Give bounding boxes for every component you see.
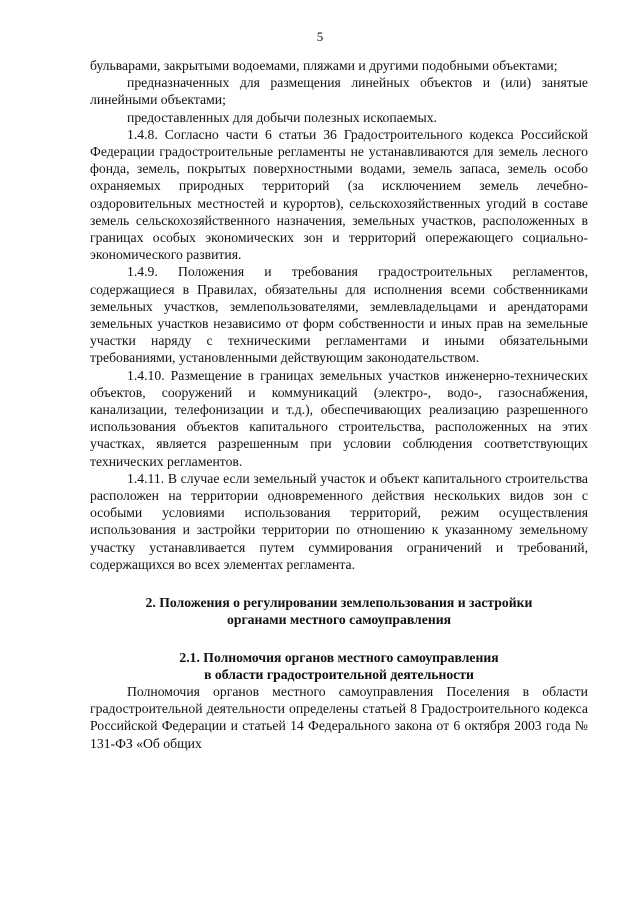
document-body (90, 57, 588, 752)
subsection-heading (90, 649, 588, 683)
list-item-mineral-extraction: предоставленных для добычи полезных ископаемых. (127, 109, 437, 125)
clause-1-4-9: 1.4.9. Положения и требования градостроительных регламентов, содержащиеся в Правилах, обязательны для исполнения всеми собственниками земельных участков, землепользователями, землевладельцами и арендаторами земельных участков независимо от форм собственности и иных прав на земельные участки наряду с техническими регламентами и иными обязательными требованиями, установленными действующим законодательством. (90, 264, 588, 366)
section-heading-line-2: органами местного самоуправления (227, 612, 451, 628)
paragraph-powers: Полномочия органов местного самоуправления Поселения в области градостроительной деятельности определены статьей 8 Градостроительного кодекса Российской Федерации и статьей 14 Федерального закона от 6 октября 2003 года № 131-ФЗ «Об общих (90, 683, 588, 751)
page-number: 5 (316, 29, 324, 44)
clause-1-4-11: 1.4.11. В случае если земельный участок и объект капитального строительства расположен на территории одновременного действия нескольких видов зон с особыми условиями использования территорий, режим осуществления использования и застройки территории по отношению к указанному земельному участку устанавливается путем суммирования ограничений и требований, содержащихся во всех элементах регламента. (90, 470, 588, 572)
subsection-heading-line-1: 2.1. Полномочия органов местного самоуправления (179, 649, 499, 665)
section-heading-line-1: 2. Положения о регулировании землепользования и застройки (145, 595, 533, 611)
subsection-heading-line-2: в области градостроительной деятельности (204, 666, 474, 682)
clause-1-4-10: 1.4.10. Размещение в границах земельных участков инженерно-технических объектов, сооружений и коммуникаций (электро-, водо-, газоснабжения, канализации, телефонизации и т.д.), обеспечивающих реализацию разрешенного использования объектов капитального строительства, расположенных на этих участках, является разрешенным при условии соблюдения соответствующих технических регламентов. (90, 367, 588, 469)
clause-1-4-8: 1.4.8. Согласно части 6 статьи 36 Градостроительного кодекса Российской Федерации градостроительные регламенты не устанавливаются для земель лесного фонда, земель, покрытых поверхностными водами, земель запаса, земель особо охраняемых природных территорий (за исключением земель лечебно-оздоровительных местностей и курортов), сельскохозяйственных угодий в составе земель сельскохозяйственного назначения, земельных участков, расположенных в границах особых экономических зон и территорий опережающего социально-экономического развития. (90, 126, 588, 263)
section-heading (90, 594, 588, 628)
list-item-linear-objects: предназначенных для размещения линейных объектов и (или) занятые линейными объектами; (90, 75, 588, 108)
paragraph-continuation: бульварами, закрытыми водоемами, пляжами и другими подобными объектами; (90, 58, 558, 73)
